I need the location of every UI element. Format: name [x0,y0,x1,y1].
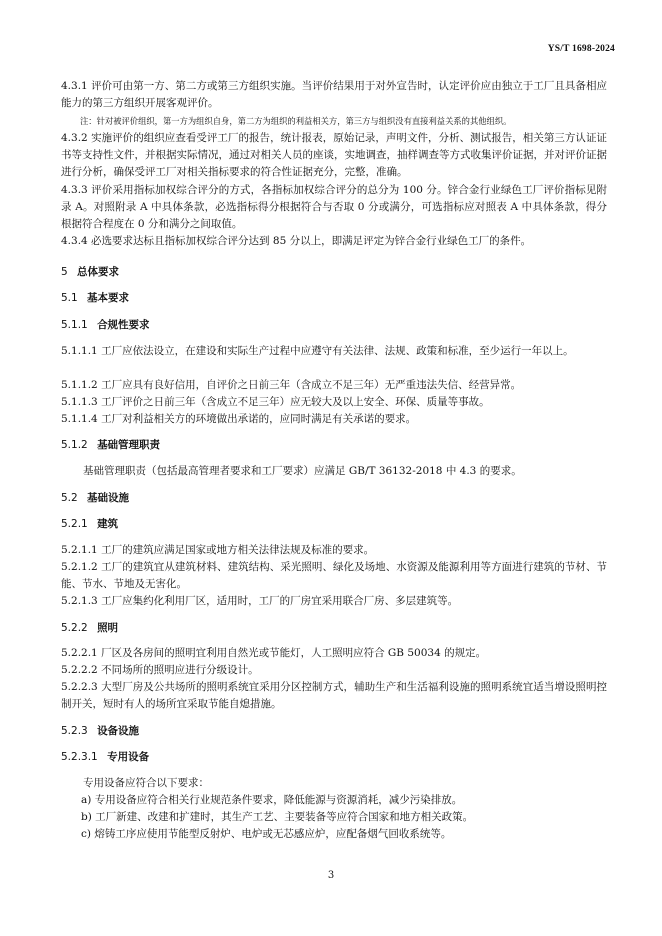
section-title: 专用设备 [107,751,150,763]
section-number: 5.2.3 [61,725,88,737]
list-item: c) 熔铸工序应使用节能型反射炉、电炉或无芯感应炉，应配备烟气回收系统等。 [81,828,452,840]
clause-5-1-1-4: 5.1.1.4 工厂对利益相关方的环境做出承诺的，应同时满足有关承诺的要求。 [61,413,417,425]
clause-4-3-1: 4.3.1 评价可由第一方、第二方或第三方组织实施。当评价结果用于对外宣告时，认定评价应由独立于工厂且具备相应能力的第三方组织开展客观评价。 [61,80,607,109]
doc-code: YS/T 1698-2024 [547,44,615,54]
clause-4-3-4: 4.3.4 必选要求达标且指标加权综合评分达到 85 分以上，即满足评定为锌合金行业绿色工厂的条件。 [61,235,532,247]
section-5-1-2-heading [61,437,607,454]
section-number: 5 [61,266,68,278]
section-number: 5.1.1 [61,319,88,331]
section-title: 照明 [97,622,119,634]
note-4-3-1: 注：针对被评价组织，第一方为组织自身，第二方为组织的利益相关方，第三方与组织没有直接利益关系的其他组织。 [80,116,512,126]
section-5-1-1-heading [61,317,607,334]
clause-4-3-3: 4.3.3 评价采用指标加权综合评分的方式，各指标加权综合评分的总分为 100 分。锌合金行业绿色工厂评价指标见附录 A。对照附录 A 中具体条款，必选指标得分根据符合与否取 0 分或满分，可选指标应对照表 A 中具体条款，得分根据符合程度在 0 分和满分之间取值。 [61,184,607,230]
section-title: 设备设施 [97,725,140,737]
section-5-heading [61,264,607,281]
section-5-1-heading [61,290,607,307]
section-5-2-2-heading [61,620,607,637]
section-number: 5.1.2 [61,439,88,451]
section-5-2-3-heading [61,723,607,740]
section-5-2-3-1-heading [61,749,607,766]
section-title: 建筑 [97,518,119,530]
section-title: 总体要求 [77,266,120,278]
clause-5-1-2-text: 基础管理职责（包括最高管理者要求和工厂要求）应满足 GB/T 36132-2018 中 4.3 的要求。 [83,465,522,477]
clause-4-3-2: 4.3.2 实施评价的组织应查看受评工厂的报告，统计报表，原始记录，声明文件，分析、测试报告，相关第三方认证证书等支持性文件，并根据实际情况，通过对相关人员的座谈，实地调查，抽样调查等方式收集评价证据，并对评价证据进行分析，确保受评工厂对相关指标要求的符合性证据充分，完整，准确。 [61,132,607,178]
clause-5-2-2-1: 5.2.2.1 厂区及各房间的照明宜利用自然光或节能灯，人工照明应符合 GB 50034 的规定。 [61,647,487,659]
section-title: 基础管理职责 [97,439,161,451]
clause-5-1-1-2: 5.1.1.2 工厂应具有良好信用，自评价之日前三年（含成立不足三年）无严重违法失信、经营异常。 [61,379,522,391]
section-title: 合规性要求 [97,319,150,331]
clause-5-1-1-3: 5.1.1.3 工厂评价之日前三年（含成立不足三年）应无较大及以上安全、环保、质量等事故。 [61,396,490,408]
clause-5-2-2-3: 5.2.2.3 大型厂房及公共场所的照明系统宜采用分区控制方式，辅助生产和生活福利设施的照明系统宜适当增设照明控制开关，短时有人的场所宜采取节能自熄措施。 [61,681,607,710]
clause-5-2-1-3: 5.2.1.3 工厂应集约化利用厂区，适用时，工厂的厂房宜采用联合厂房、多层建筑等。 [61,595,459,607]
section-5-2-1-heading [61,516,607,533]
clause-5-2-1-2: 5.2.1.2 工厂的建筑宜从建筑材料、建筑结构、采光照明、绿化及场地、水资源及能源利用等方面进行建筑的节材、节能、节水、节地及无害化。 [61,561,607,590]
clause-5-1-1-1: 5.1.1.1 工厂应依法设立，在建设和实际生产过程中应遵守有关法律、法规、政策和标准，至少运行一年以上。 [61,345,574,357]
list-item: a) 专用设备应符合相关行业规范条件要求，降低能源与资源消耗，减少污染排放。 [81,794,463,806]
section-number: 5.1 [61,292,78,304]
list-item: b) 工厂新建、改建和扩建时，其生产工艺、主要装备等应符合国家和地方相关政策。 [81,811,474,823]
section-number: 5.2 [61,492,78,504]
section-number: 5.2.3.1 [61,751,98,763]
section-number: 5.2.1 [61,518,88,530]
section-number: 5.2.2 [61,622,88,634]
clause-5-2-3-1-intro: 专用设备应符合以下要求： [83,777,209,789]
section-title: 基础设施 [87,492,130,504]
page-number: 3 [327,870,335,881]
clause-5-2-1-1: 5.2.1.1 工厂的建筑应满足国家或地方相关法律法规及标准的要求。 [61,544,375,556]
section-title: 基本要求 [87,292,130,304]
clause-5-2-2-2: 5.2.2.2 不同场所的照明应进行分级设计。 [61,664,259,676]
section-5-2-heading [61,490,607,507]
